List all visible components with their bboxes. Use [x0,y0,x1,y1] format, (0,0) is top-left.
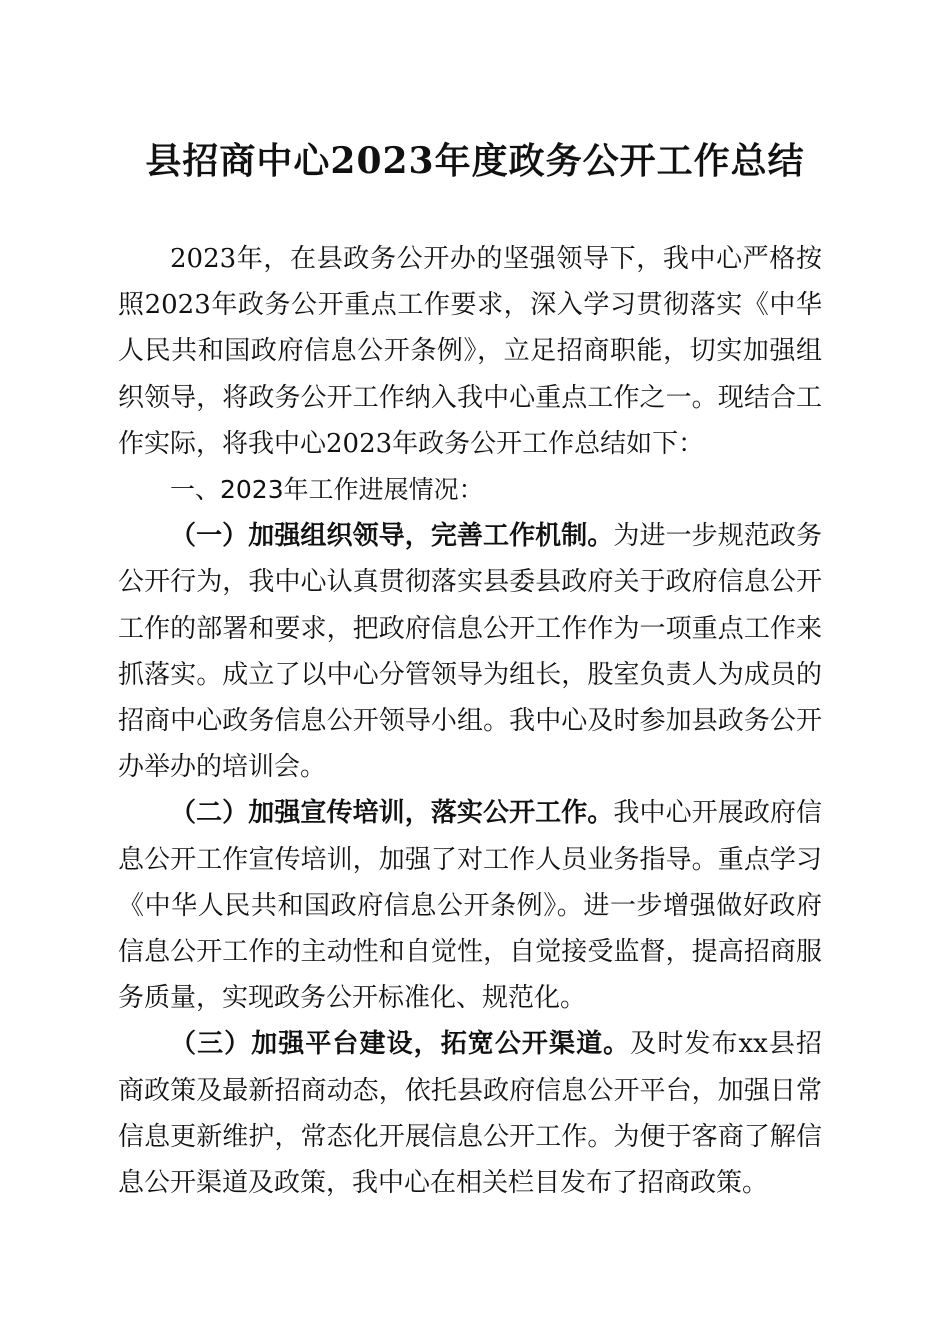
item-paragraph-2 [118,790,822,1021]
item-text: 我中心开展政府信息公开工作宣传培训，加强了对工作人员业务指导。重点学习《中华人民共和国政府信息公开条例》。进一步增强做好政府信息公开工作的主动性和自觉性，自觉接受监督，提高招商服务质量，实现政务公开标准化、规范化。 [118,798,822,1014]
item-paragraph-3 [118,1021,822,1206]
item-subtitle: （二）加强宣传培训，落实公开工作。 [170,798,614,829]
intro-paragraph: 2023年，在县政务公开办的坚强领导下，我中心严格按照2023年政务公开重点工作要求，深入学习贯彻落实《中华人民共和国政府信息公开条例》，立足招商职能，切实加强组织领导，将政务公开工作纳入我中心重点工作之一。现结合工作实际，将我中心2023年政务公开工作总结如下： [118,244,822,459]
document-title: 县招商中心2023年度政务公开工作总结 [145,140,805,182]
item-text: 及时发布xx县招商政策及最新招商动态，依托县政府信息公开平台，加强日常信息更新维护，常态化开展信息公开工作。为便于客商了解信息公开渠道及政策，我中心在相关栏目发布了招商政策。 [118,1029,822,1199]
item-paragraph-1 [118,513,822,790]
item-subtitle: （一）加强组织领导，完善工作机制。 [170,521,614,552]
item-text: 为进一步规范政务公开行为，我中心认真贯彻落实县委县政府关于政府信息公开工作的部署和要求，把政府信息公开工作作为一项重点工作来抓落实。成立了以中心分管领导为组长，股室负责人为成员的招商中心政务信息公开领导小组。我中心及时参加县政务公开办举办的培训会。 [118,521,822,783]
document-body [118,236,822,1206]
section-heading: 一、2023年工作进展情况： [170,475,484,505]
item-subtitle: （三）加强平台建设，拓宽公开渠道。 [170,1029,631,1060]
